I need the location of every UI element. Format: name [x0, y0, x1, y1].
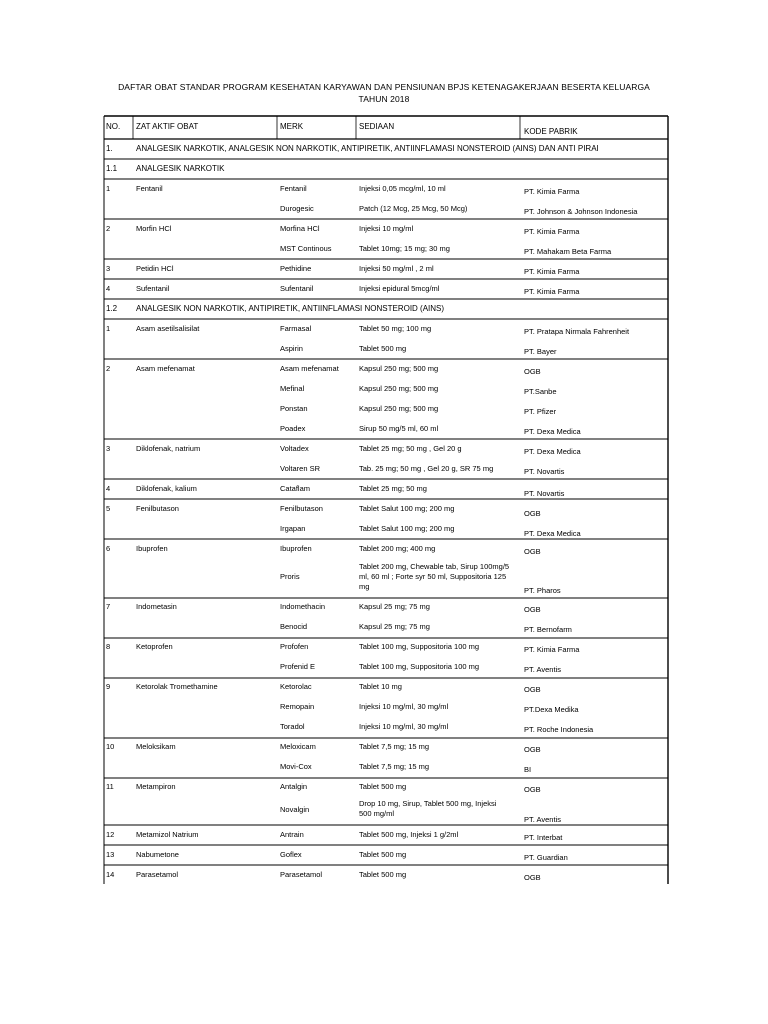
table-cell-zat: Asam asetilsalisilat — [136, 324, 200, 333]
table-cell-merk: Fentanil — [280, 184, 307, 193]
section-1-2-no: 1.2 — [106, 304, 118, 313]
table-cell-sediaan: Kapsul 250 mg; 500 mg — [359, 364, 439, 373]
table-cell-no: 2 — [106, 224, 111, 233]
table-cell-zat: Morfin HCl — [136, 224, 172, 233]
table-cell-no: 1 — [106, 324, 111, 333]
table-cell-merk: Parasetamol — [280, 870, 323, 879]
table-cell-no: 2 — [106, 364, 111, 373]
table-cell-merk: Remopain — [280, 702, 315, 711]
table-cell-kode: OGB — [524, 605, 541, 614]
table-cell-merk: Goflex — [280, 850, 302, 859]
table-cell-merk: Mefinal — [280, 384, 305, 393]
table-cell-merk: Meloxicam — [280, 742, 316, 751]
table-cell-no: 1 — [106, 184, 111, 193]
header-no: NO. — [106, 122, 121, 131]
table-cell-merk: Voltaren SR — [280, 464, 321, 473]
table-cell-kode: PT. Johnson & Johnson Indonesia — [524, 207, 638, 216]
table-cell-kode: PT. Pharos — [524, 586, 561, 595]
table-cell-merk: Movi-Cox — [280, 762, 312, 771]
table-cell-no: 9 — [106, 682, 111, 691]
table-cell-kode: OGB — [524, 547, 541, 556]
table-cell-merk: Novalgin — [280, 805, 310, 814]
table-cell-merk: Sufentanil — [280, 284, 314, 293]
table-cell-kode: OGB — [524, 509, 541, 518]
table-cell-kode: PT. Kimia Farma — [524, 645, 580, 654]
table-cell-sediaan: Kapsul 250 mg; 500 mg — [359, 404, 439, 413]
table-cell-merk: Toradol — [280, 722, 305, 731]
table-cell-no: 3 — [106, 444, 111, 453]
table-cell-kode: OGB — [524, 685, 541, 694]
table-cell-sediaan: Injeksi epidural 5mcg/ml — [359, 284, 440, 293]
table-cell-kode: OGB — [524, 785, 541, 794]
table-cell-no: 4 — [106, 284, 111, 293]
table-cell-kode: PT. Pfizer — [524, 407, 557, 416]
table-cell-kode: PT. Aventis — [524, 815, 561, 824]
table-cell-zat: Meloksikam — [136, 742, 176, 751]
table-cell-zat: Ketorolak Tromethamine — [136, 682, 218, 691]
table-cell-zat: Metampiron — [136, 782, 176, 791]
table-cell-sediaan: Kapsul 25 mg; 75 mg — [359, 622, 430, 631]
table-cell-sediaan: Tablet 500 mg — [359, 870, 407, 879]
table-cell-merk: Aspirin — [280, 344, 303, 353]
table-cell-kode: PT. Interbat — [524, 833, 563, 842]
table-cell-sediaan: Injeksi 10 mg/ml, 30 mg/ml — [359, 702, 449, 711]
table-cell-sediaan: Drop 10 mg, Sirup, Tablet 500 mg, Injeksi 500 mg/ml — [359, 799, 497, 818]
table-cell-no: 5 — [106, 504, 111, 513]
table-cell-no: 7 — [106, 602, 111, 611]
table-cell-merk: Benocid — [280, 622, 308, 631]
table-cell-sediaan: Tablet 100 mg, Suppositoria 100 mg — [359, 642, 480, 651]
table-cell-kode: PT. Mahakam Beta Farma — [524, 247, 612, 256]
table-cell-merk: Farmasal — [280, 324, 312, 333]
section-1-2-label: ANALGESIK NON NARKOTIK, ANTIPIRETIK, ANTIINFLAMASI NONSTEROID (AINS) — [136, 304, 445, 313]
table-cell-sediaan: Tablet 25 mg; 50 mg , Gel 20 g — [359, 444, 462, 453]
table-cell-kode: PT. Kimia Farma — [524, 187, 580, 196]
table-cell-sediaan: Patch (12 Mcg, 25 Mcg, 50 Mcg) — [359, 204, 468, 213]
table-cell-zat: Petidin HCl — [136, 264, 174, 273]
table-cell-merk: Ketorolac — [280, 682, 312, 691]
table-cell-sediaan: Tablet 500 mg, Injeksi 1 g/2ml — [359, 830, 459, 839]
table-cell-kode: OGB — [524, 745, 541, 754]
table-cell-no: 13 — [106, 850, 115, 859]
table-cell-kode: PT. Kimia Farma — [524, 267, 580, 276]
table-cell-sediaan: Tab. 25 mg; 50 mg , Gel 20 g, SR 75 mg — [359, 464, 494, 473]
table-cell-merk: Irgapan — [280, 524, 306, 533]
header-kode-pabrik: KODE PABRIK — [524, 127, 578, 136]
table-cell-kode: PT.Sanbe — [524, 387, 557, 396]
table-cell-sediaan: Kapsul 250 mg; 500 mg — [359, 384, 439, 393]
document-title: DAFTAR OBAT STANDAR PROGRAM KESEHATAN KARYAWAN DAN PENSIUNAN BPJS KETENAGAKERJAAN BESERTA KELUARGA — [118, 82, 650, 92]
table-cell-sediaan: Tablet Salut 100 mg; 200 mg — [359, 504, 455, 513]
table-cell-no: 10 — [106, 742, 115, 751]
table-cell-kode: PT. Novartis — [524, 489, 565, 498]
table-cell-sediaan: Injeksi 10 mg/ml — [359, 224, 414, 233]
table-cell-sediaan: Tablet 7,5 mg; 15 mg — [359, 762, 430, 771]
table-cell-sediaan: Sirup 50 mg/5 ml, 60 ml — [359, 424, 439, 433]
section-1-label: ANALGESIK NARKOTIK, ANALGESIK NON NARKOTIK, ANTIPIRETIK, ANTIINFLAMASI NONSTEROID (AINS) DAN ANTI PIRAI — [136, 144, 599, 153]
table-cell-sediaan: Tablet Salut 100 mg; 200 mg — [359, 524, 455, 533]
table-cell-kode: PT. Roche Indonesia — [524, 725, 594, 734]
table-cell-no: 14 — [106, 870, 115, 879]
table-cell-sediaan: Tablet 10mg; 15 mg; 30 mg — [359, 244, 450, 253]
table-cell-sediaan: Kapsul 25 mg; 75 mg — [359, 602, 430, 611]
table-cell-sediaan: Injeksi 0,05 mcg/ml, 10 ml — [359, 184, 446, 193]
table-cell-merk: Voltadex — [280, 444, 309, 453]
table-cell-zat: Sufentanil — [136, 284, 170, 293]
document-year: TAHUN 2018 — [358, 94, 410, 104]
table-cell-sediaan: Injeksi 50 mg/ml , 2 ml — [359, 264, 434, 273]
header-sediaan: SEDIAAN — [359, 122, 395, 131]
table-cell-no: 6 — [106, 544, 111, 553]
table-cell-kode: OGB — [524, 873, 541, 882]
table-cell-sediaan: Tablet 10 mg — [359, 682, 402, 691]
table-cell-merk: Pethidine — [280, 264, 312, 273]
table-cell-kode: PT. Dexa Medica — [524, 427, 581, 436]
table-cell-merk: Cataflam — [280, 484, 311, 493]
table-cell-kode: OGB — [524, 367, 541, 376]
table-cell-kode: PT.Dexa Medika — [524, 705, 579, 714]
table-cell-zat: Fenilbutason — [136, 504, 179, 513]
table-cell-merk: Poadex — [280, 424, 306, 433]
table-cell-sediaan: Tablet 50 mg; 100 mg — [359, 324, 432, 333]
table-cell-kode: PT. Bernofarm — [524, 625, 572, 634]
table-cell-merk: Proris — [280, 572, 300, 581]
table-cell-kode: PT. Guardian — [524, 853, 568, 862]
table-cell-zat: Nabumetone — [136, 850, 179, 859]
table-cell-merk: MST Continous — [280, 244, 332, 253]
table-cell-kode: PT. Bayer — [524, 347, 557, 356]
table-cell-sediaan: Tablet 500 mg — [359, 344, 407, 353]
table-cell-no: 4 — [106, 484, 111, 493]
table-cell-zat: Ibuprofen — [136, 544, 168, 553]
table-cell-sediaan: Tablet 25 mg; 50 mg — [359, 484, 427, 493]
table-cell-no: 8 — [106, 642, 111, 651]
table-cell-merk: Ibuprofen — [280, 544, 312, 553]
table-cell-merk: Asam mefenamat — [280, 364, 339, 373]
table-cell-zat: Metamizol Natrium — [136, 830, 199, 839]
table-cell-merk: Morfina HCl — [280, 224, 320, 233]
table-cell-kode: PT. Dexa Medica — [524, 447, 581, 456]
table-cell-merk: Antrain — [280, 830, 304, 839]
section-1-1-label: ANALGESIK NARKOTIK — [136, 164, 225, 173]
section-1-1-no: 1.1 — [106, 164, 118, 173]
table-cell-zat: Diklofenak, kalium — [136, 484, 197, 493]
table-cell-zat: Diklofenak, natrium — [136, 444, 201, 453]
table-cell-merk: Ponstan — [280, 404, 308, 413]
table-cell-zat: Parasetamol — [136, 870, 179, 879]
table-cell-merk: Profofen — [280, 642, 309, 651]
section-1-no: 1. — [106, 144, 113, 153]
table-cell-kode: BI — [524, 765, 532, 774]
table-cell-sediaan: Tablet 100 mg, Suppositoria 100 mg — [359, 662, 480, 671]
table-cell-zat: Asam mefenamat — [136, 364, 195, 373]
table-cell-zat: Ketoprofen — [136, 642, 173, 651]
table-cell-sediaan: Tablet 200 mg; 400 mg — [359, 544, 436, 553]
table-cell-kode: PT. Novartis — [524, 467, 565, 476]
table-cell-sediaan: Tablet 500 mg — [359, 782, 407, 791]
table-cell-merk: Durogesic — [280, 204, 314, 213]
table-cell-kode: PT. Dexa Medica — [524, 529, 581, 538]
table-cell-sediaan: Tablet 200 mg, Chewable tab, Sirup 100mg/5 ml, 60 ml ; Forte syr 50 ml, Suppositoria 125 mg — [359, 562, 510, 591]
table-cell-kode: PT. Aventis — [524, 665, 561, 674]
table-cell-merk: Indomethacin — [280, 602, 326, 611]
table-cell-merk: Profenid E — [280, 662, 316, 671]
table-cell-sediaan: Tablet 7,5 mg; 15 mg — [359, 742, 430, 751]
table-cell-no: 12 — [106, 830, 115, 839]
header-merk: MERK — [280, 122, 304, 131]
table-cell-no: 11 — [106, 782, 114, 791]
table-cell-kode: PT. Kimia Farma — [524, 287, 580, 296]
table-cell-merk: Fenilbutason — [280, 504, 323, 513]
table-cell-kode: PT. Pratapa Nirmala Fahrenheit — [524, 327, 630, 336]
table-cell-zat: Indometasin — [136, 602, 177, 611]
table-cell-merk: Antalgin — [280, 782, 308, 791]
table-cell-kode: PT. Kimia Farma — [524, 227, 580, 236]
header-zat-aktif: ZAT AKTIF OBAT — [136, 122, 199, 131]
table-cell-zat: Fentanil — [136, 184, 163, 193]
table-cell-sediaan: Tablet 500 mg — [359, 850, 407, 859]
table-cell-no: 3 — [106, 264, 111, 273]
table-cell-sediaan: Injeksi 10 mg/ml, 30 mg/ml — [359, 722, 449, 731]
